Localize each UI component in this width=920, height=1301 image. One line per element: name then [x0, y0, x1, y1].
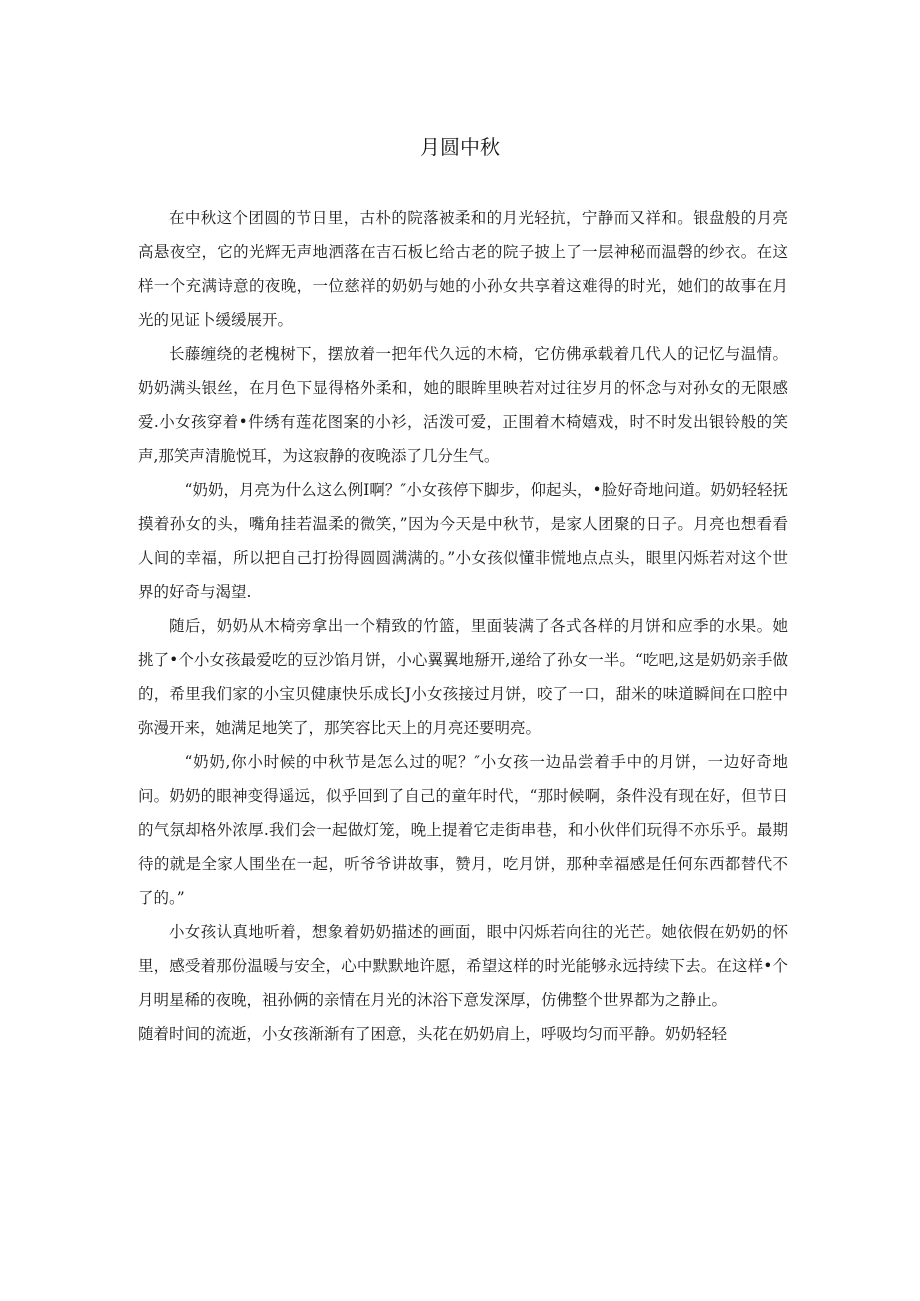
- paragraph-2: 长藤缠绕的老槐树下，摆放着一把年代久远的木椅，它仿佛承载着几代人的记忆与温情。奶奶满头银丝，在月色下显得格外柔和，她的眼眸里映若对过往岁月的怀念与对孙女的无限感爱.小女孩穿着•件绣有莲花图案的小衫，活泼可爱，正围着木椅嬉戏，时不时发出银铃般的笑声,那笑声清脆悦耳，为这寂静的夜晚添了几分生气。: [138, 345, 788, 465]
- document-body: [138, 201, 788, 1051]
- paragraph-7: 随着时间的流逝，小女孩渐渐有了困意，头花在奶奶肩上，呼吸均匀而平静。奶奶轻轻: [138, 1025, 728, 1043]
- document-title: 月圆中秋: [420, 135, 500, 159]
- paragraph-3: “奶奶，月亮为什么这么例I啊？″小女孩停下脚步，仰起头，•脸好奇地问道。奶奶轻轻抚摸着孙女的头，嘴角挂若温柔的微笑，”因为今天是中秋节，是家人团聚的日子。月亮也想看看人间的幸福，所以把自己打扮得圆圆满满的。”小女孩似懂非慌地点点头，眼里闪烁若对这个世界的好奇与渴望.: [138, 481, 788, 601]
- paragraph-4: 随后，奶奶从木椅旁拿出一个精致的竹篮，里面装满了各式各样的月饼和应季的水果。她挑了•个小女孩最爱吃的豆沙馅月饼，小心翼翼地掰开,递给了孙女一半。“吃吧,这是奶奶亲手做的，希里我们家的小宝贝健康快乐成长J小女孩接过月饼，咬了一口，甜米的味道瞬间在口腔中弥漫开来，她满足地笑了，那笑容比天上的月亮还要明亮。: [138, 617, 788, 737]
- paragraph-6: 小女孩认真地听着，想象着奶奶描述的画面，眼中闪烁若向往的光芒。她依假在奶奶的怀里，感受着那份温暖与安全，心中默默地许愿，希望这样的时光能够永远持续下去。在这样•个月明星稀的夜晚，祖孙俩的亲情在月光的沐浴下意发深厚，仿佛整个世界都为之静止。: [138, 923, 788, 1009]
- paragraph-5: “奶奶,你小时候的中秋节是怎么过的呢？″小女孩一边品尝着手中的月饼，一边好奇地问。奶奶的眼神变得遥远，似乎回到了自己的童年时代，“那时候啊，条件没有现在好，但节日的气氛却格外浓厚.我们会一起做灯笼，晚上提着它走街串巷，和小伙伴们玩得不亦乐乎。最期待的就是全家人围坐在一起，听爷爷讲故事，赞月，吃月饼，那种幸福感是任何东西都替代不了的。”: [138, 753, 788, 907]
- paragraph-1: 在中秋这个团圆的节日里，古朴的院落被柔和的月光轻抗，宁静而又祥和。银盘般的月亮高悬夜空，它的光辉无声地洒落在吉石板匕给古老的院子披上了一层神秘而温磬的纱衣。在这样一个充满诗意的夜晚，一位慈祥的奶奶与她的小孙女共享着这难得的时光，她们的故事在月光的见证卜缓缓展开。: [138, 209, 788, 329]
